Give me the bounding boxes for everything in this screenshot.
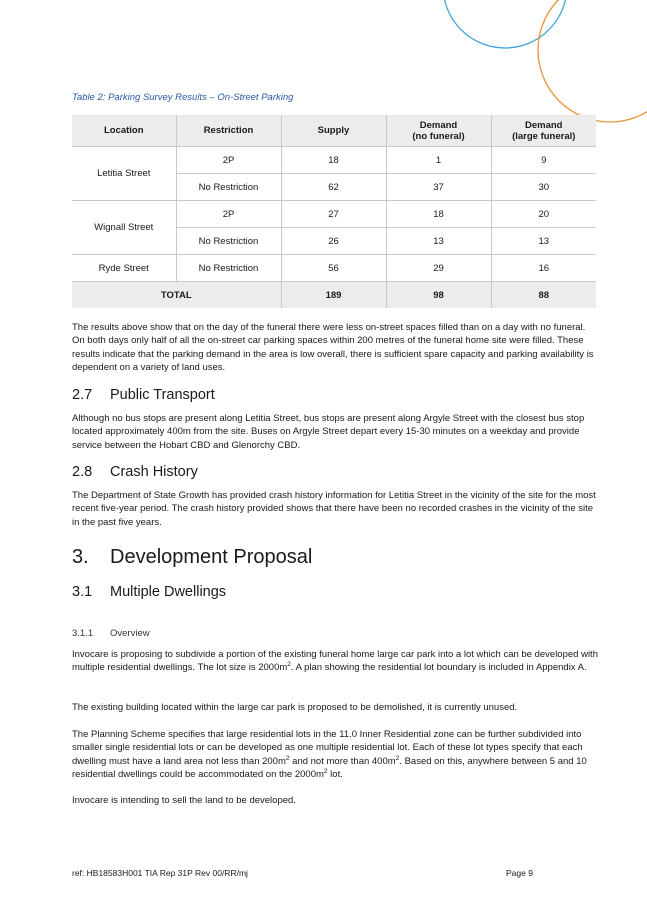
subsection-title: Overview bbox=[110, 628, 150, 639]
demand-large-funeral-cell: 13 bbox=[491, 228, 596, 255]
total-supply-cell: 189 bbox=[281, 282, 386, 309]
header-location: Location bbox=[72, 115, 176, 147]
section-heading-multiple-dwellings bbox=[72, 584, 226, 600]
crash-history-paragraph: The Department of State Growth has provided crash history information for Letitia Street in the vicinity of the site for the most recent five-year period. The crash history provided shows that there have been no recorded crashes in the vicinity of the site in the past five years. bbox=[72, 490, 596, 528]
public-transport-paragraph: Although no bus stops are present along Letitia Street, bus stops are present along Argyle Street with the closest bus stop located approximately 400m from the site. Buses on Argyle Street depart every 15-30 minutes on a weekday and provide service between the Hobart CBD and Glenorchy CBD. bbox=[72, 413, 585, 451]
supply-cell: 27 bbox=[281, 201, 386, 228]
demand-no-funeral-cell: 29 bbox=[386, 255, 491, 282]
header-restriction: Restriction bbox=[176, 115, 281, 147]
text-run: . A plan showing the residential lot boundary is included in Appendix A. bbox=[290, 662, 587, 674]
superscript: 2 bbox=[323, 767, 328, 775]
location-cell: Ryde Street bbox=[72, 255, 176, 282]
overview-paragraph-3 bbox=[72, 728, 598, 781]
header-large-funeral-label: (large funeral) bbox=[512, 130, 576, 142]
text-run: Invocare is proposing to subdivide a portion of the existing funeral home large car park into a lot which can be developed with multiple residential dwellings. The lot size is 2000m bbox=[72, 649, 598, 674]
subsection-number: 3.1.1 bbox=[72, 628, 94, 639]
table-header-row bbox=[72, 115, 596, 147]
chapter-number: 3. bbox=[72, 546, 89, 568]
section-heading-public-transport bbox=[72, 387, 215, 403]
demand-large-funeral-cell: 9 bbox=[491, 147, 596, 174]
demand-large-funeral-cell: 20 bbox=[491, 201, 596, 228]
overview-paragraph-1 bbox=[72, 648, 598, 675]
blue-circle-decoration bbox=[443, 0, 567, 48]
supply-cell: 62 bbox=[281, 174, 386, 201]
footer-page-number: Page 9 bbox=[506, 868, 533, 878]
demand-large-funeral-cell: 30 bbox=[491, 174, 596, 201]
header-no-funeral-label: (no funeral) bbox=[412, 130, 465, 142]
text-run: The Planning Scheme specifies that large residential lots in the 11.0 Inner Residential zone can be further subdivided into smaller single residential lots or can be developed as one multiple residential lot. Each of these lot types specify that each dwelling must have a land area not less than 200m bbox=[72, 729, 583, 767]
table-row bbox=[72, 147, 596, 174]
table-row bbox=[72, 255, 596, 282]
superscript: 2 bbox=[395, 754, 400, 762]
overview-paragraph-4: Invocare is intending to sell the land to be developed. bbox=[72, 795, 296, 806]
supply-cell: 26 bbox=[281, 228, 386, 255]
demand-no-funeral-cell: 1 bbox=[386, 147, 491, 174]
restriction-cell: No Restriction bbox=[176, 255, 281, 282]
section-number: 2.8 bbox=[72, 464, 93, 480]
section-title: Multiple Dwellings bbox=[110, 584, 227, 600]
results-paragraph: The results above show that on the day of the funeral there were less on-street spaces filled than on a day with no funeral. On both days only half of all the on-street car parking spaces within 200 metres of the funeral home site were filled. These results indicate that the parking demand in the area is low overall, there is sufficient spare capacity and parking availability is dependent on a variety of land uses. bbox=[72, 322, 594, 373]
restriction-cell: 2P bbox=[176, 147, 281, 174]
orange-circle-decoration bbox=[538, 0, 647, 122]
section-title: Public Transport bbox=[110, 387, 215, 403]
chapter-title: Development Proposal bbox=[110, 546, 313, 568]
overview-paragraph-2: The existing building located within the large car park is proposed to be demolished, it is currently unused. bbox=[72, 702, 518, 713]
header-demand-label: Demand bbox=[525, 119, 563, 131]
location-cell: Letitia Street bbox=[72, 147, 176, 201]
parking-survey-table bbox=[72, 115, 596, 308]
demand-no-funeral-cell: 37 bbox=[386, 174, 491, 201]
section-title: Crash History bbox=[110, 464, 198, 480]
total-no-funeral-cell: 98 bbox=[386, 282, 491, 309]
table-total-row bbox=[72, 282, 596, 309]
header-demand-no-funeral bbox=[386, 115, 491, 147]
superscript: 2 bbox=[285, 754, 290, 762]
footer-reference: ref: HB18583H001 TIA Rep 31P Rev 00/RR/mj bbox=[72, 868, 248, 878]
section-number: 3.1 bbox=[72, 584, 93, 600]
header-demand-label: Demand bbox=[419, 119, 458, 131]
chapter-heading-development-proposal bbox=[72, 546, 312, 569]
superscript: 2 bbox=[287, 661, 291, 669]
subsection-heading-overview bbox=[72, 628, 150, 639]
header-supply: Supply bbox=[281, 115, 386, 147]
demand-large-funeral-cell: 16 bbox=[491, 255, 596, 282]
header-demand-large-funeral bbox=[491, 115, 596, 147]
section-number: 2.7 bbox=[72, 387, 93, 403]
total-label-cell: TOTAL bbox=[72, 282, 281, 309]
restriction-cell: No Restriction bbox=[176, 174, 281, 201]
table-caption: Table 2: Parking Survey Results – On-Street Parking bbox=[72, 92, 294, 103]
supply-cell: 18 bbox=[281, 147, 386, 174]
section-heading-crash-history bbox=[72, 464, 198, 480]
restriction-cell: 2P bbox=[176, 201, 281, 228]
table-row bbox=[72, 201, 596, 228]
text-run: lot. bbox=[327, 768, 343, 780]
demand-no-funeral-cell: 18 bbox=[386, 201, 491, 228]
demand-no-funeral-cell: 13 bbox=[386, 228, 491, 255]
text-run: and not more than 400m bbox=[289, 755, 396, 767]
total-large-funeral-cell: 88 bbox=[491, 282, 596, 309]
text-run: . Based on this, anywhere between 5 and 10 residential dwellings could be accommodated on the 2000m bbox=[72, 755, 587, 780]
location-cell: Wignall Street bbox=[72, 201, 176, 255]
supply-cell: 56 bbox=[281, 255, 386, 282]
restriction-cell: No Restriction bbox=[176, 228, 281, 255]
